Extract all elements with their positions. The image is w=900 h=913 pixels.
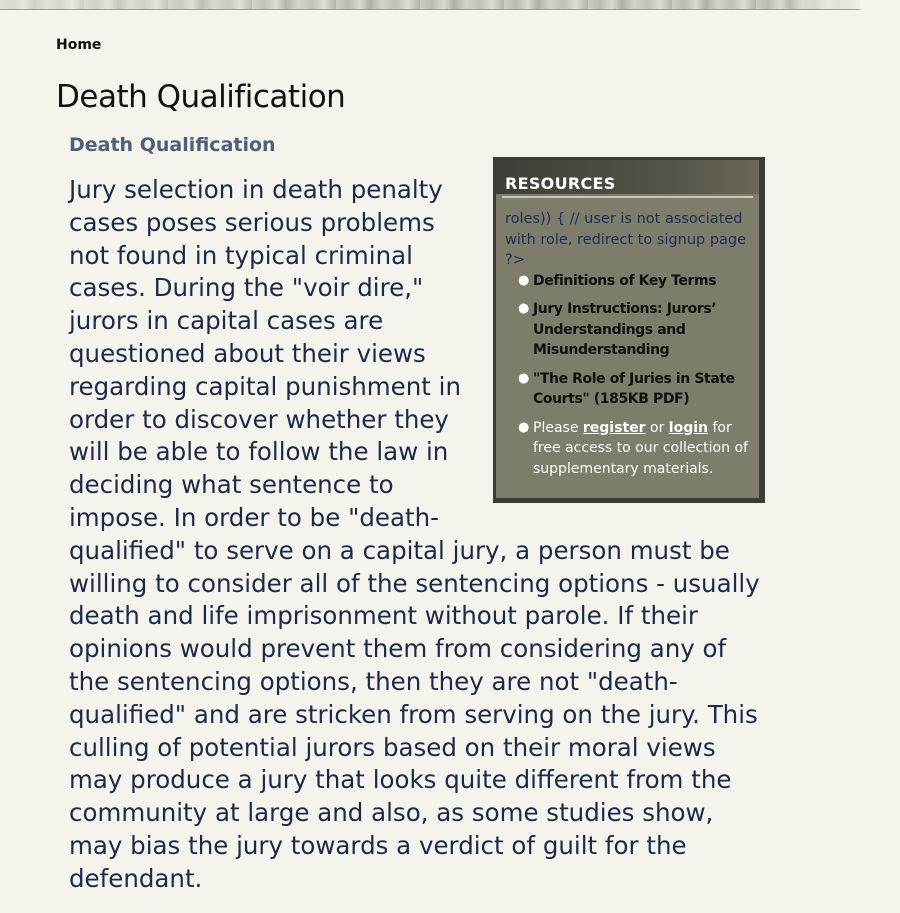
- header-banner-fade: [0, 0, 860, 9]
- login-link[interactable]: login: [668, 419, 708, 436]
- resources-list-item: [518, 369, 751, 410]
- resources-code-fragment: roles)) { // user is not associated with role, redirect to signup page ?>: [505, 211, 747, 268]
- note-middle: or: [650, 419, 665, 436]
- access-note: [533, 420, 748, 477]
- resources-list-item: [518, 418, 751, 480]
- resources-list: [496, 271, 759, 480]
- definitions-link[interactable]: Definitions of Key Terms: [533, 272, 717, 289]
- note-suffix: for free access to our collection of supplementary materials.: [533, 419, 748, 477]
- resources-title: RESOURCES: [505, 174, 616, 193]
- resources-list-item: [518, 299, 751, 361]
- resources-header: [496, 160, 759, 194]
- note-prefix: Please: [533, 419, 579, 436]
- resources-list-item: [518, 271, 751, 292]
- bullet-icon: ●: [518, 301, 529, 316]
- section-heading: Death Qualification: [69, 134, 276, 156]
- bullet-icon: ●: [518, 272, 529, 288]
- resources-panel: [493, 157, 765, 503]
- article-body: [69, 174, 769, 896]
- register-link[interactable]: register: [582, 419, 646, 436]
- page-title: Death Qualification: [56, 79, 346, 115]
- bullet-icon: ●: [518, 370, 529, 386]
- header-divider: [0, 9, 860, 10]
- role-of-juries-pdf-link[interactable]: "The Role of Juries in State Courts" (185KB PDF): [533, 370, 735, 407]
- breadcrumb-home-link[interactable]: Home: [56, 37, 102, 53]
- jury-instructions-link[interactable]: Jury Instructions: Jurors’ Understandings and Misunderstanding: [533, 301, 717, 358]
- article-paragraph: Jury selection in death penalty cases poses serious problems not found in typical criminal cases. During the "voir dire," jurors in capital cases are questioned about their views regarding capital punishment in order to discover whether they will be able to follow the law in deciding what sentence to impose. In order to be "death-qualified" to serve on a capital jury, a person must be willing to consider all of the sentencing options - usually death and life imprisonment without parole. If their opinions would prevent them from considering any of the sentencing options, then they are not "death-qualified" and are stricken from serving on the jury. This culling of potential jurors based on their moral views may produce a jury that looks quite different from the community at large and also, as some studies show, may bias the jury towards a verdict of guilt for the defendant.: [69, 175, 760, 893]
- bullet-icon: ●: [518, 419, 529, 435]
